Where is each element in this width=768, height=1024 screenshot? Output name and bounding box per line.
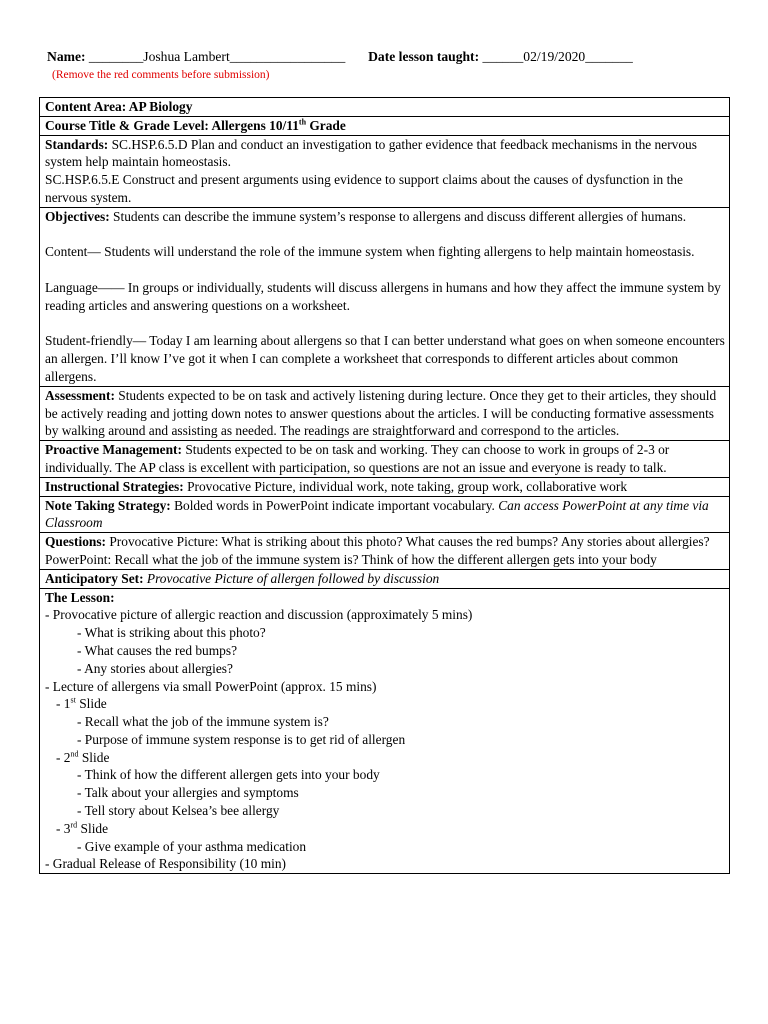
document-header — [47, 48, 747, 82]
course-title-row — [40, 116, 730, 135]
lesson-plan-table — [39, 97, 730, 874]
assessment-row — [40, 386, 730, 440]
objectives-text: Objectives: Students can describe the immune system’s response to allergens and discuss different allergies of humans. — [45, 208, 687, 224]
standards-row — [40, 135, 730, 207]
content-area-row — [40, 98, 730, 117]
note-taking-row — [40, 496, 730, 533]
anticipatory-set-row — [40, 569, 730, 588]
instructional-strategies-row — [40, 477, 730, 496]
instructional-strategies-text: Instructional Strategies: Provocative Picture, individual work, note taking, group work, collaborative work — [45, 478, 628, 494]
objectives-row — [40, 207, 730, 386]
proactive-management-text: Proactive Management: Students expected to be on task and working. They can choose to work in groups of 2-3 or individually. The AP class is excellent with participation, so questions are not an issue and everyone is ready to talk. — [45, 442, 670, 475]
lesson-list-item: - Provocative picture of allergic reaction and discussion (approximately 5 mins) — [45, 607, 473, 623]
lesson-list-item: - Purpose of immune system response is to get rid of allergen — [77, 731, 406, 747]
content-area-label: Content Area: AP Biology — [45, 99, 193, 114]
proactive-management-row — [40, 441, 730, 478]
objectives-content: Content— Students will understand the role of the immune system when fighting allergens to help maintain homeostasis. — [45, 244, 695, 260]
lesson-slide-2: - 2nd Slide — [56, 749, 110, 765]
questions-row — [40, 533, 730, 570]
lesson-list-item: - Give example of your asthma medication — [77, 838, 307, 854]
lesson-label: The Lesson: — [45, 589, 115, 605]
objectives-language: Language—— In groups or individually, students will discuss allergens in humans and how they affect the immune system by reading articles and answering questions on a worksheet. — [45, 279, 721, 313]
lesson-list-item: - Any stories about allergies? — [77, 660, 233, 676]
lesson-list-item: - Think of how the different allergen gets into your body — [77, 767, 380, 783]
questions-line-2: PowerPoint: Recall what the job of the immune system is? Think of how the different allergen gets into your body — [45, 551, 657, 567]
lesson-list-item: - Talk about your allergies and symptoms — [77, 785, 299, 801]
standards-line-2: SC.HSP.6.5.E Construct and present arguments using evidence to support claims about the causes of dysfunction in the nervous system. — [45, 172, 683, 205]
date-label: Date lesson taught: — [368, 49, 480, 64]
the-lesson-row — [40, 588, 730, 874]
note-taking-text: Note Taking Strategy: Bolded words in PowerPoint indicate important vocabulary. Can access PowerPoint at any time via Classroom — [45, 497, 709, 531]
lesson-slide-3: - 3rd Slide — [56, 820, 109, 836]
lesson-list-item: - Recall what the job of the immune system is? — [77, 714, 329, 730]
lesson-list-item: - Lecture of allergens via small PowerPoint (approx. 15 mins) — [45, 678, 377, 694]
date-value: ______02/19/2020_______ — [482, 49, 633, 64]
lesson-list-item: - What causes the red bumps? — [77, 642, 238, 658]
lesson-slide-1: - 1st Slide — [56, 695, 107, 712]
red-instruction-note: (Remove the red comments before submission) — [52, 68, 270, 81]
standards-line-1: Standards: SC.HSP.6.5.D Plan and conduct an investigation to gather evidence that feedback mechanisms in the nervous system help maintain homeostasis. — [45, 136, 697, 170]
header-line — [47, 48, 747, 66]
name-value: ________Joshua Lambert_________________ — [88, 49, 346, 64]
anticipatory-set-text: Anticipatory Set: Provocative Picture of allergen followed by discussion — [45, 570, 440, 586]
lesson-list-item: - What is striking about this photo? — [77, 625, 266, 641]
lesson-list-item: - Gradual Release of Responsibility (10 min) — [45, 856, 286, 872]
course-title-label: Course Title & Grade Level: Allergens 10/11th Grade — [45, 117, 346, 133]
questions-line-1: Questions: Provocative Picture: What is striking about this photo? What causes the red bumps? Any stories about allergies? — [45, 534, 710, 550]
name-label: Name: — [47, 49, 86, 64]
objectives-student-friendly: Student-friendly— Today I am learning about allergens so that I can better understand what goes on when someone encounters an allergen. I’ll know I’ve got it when I can complete a worksheet that corresponds to different articles about common allergens. — [45, 333, 725, 384]
lesson-list-item: - Tell story about Kelsea’s bee allergy — [77, 803, 280, 819]
assessment-text: Assessment: Students expected to be on task and actively listening during lecture. Once they get to their articles, they should be actively reading and jotting down notes to answer questions about the articles. I will be conducting formative assessments by walking around and assisting as needed. The readings are straightforward and correspond to the articles. — [45, 387, 717, 439]
